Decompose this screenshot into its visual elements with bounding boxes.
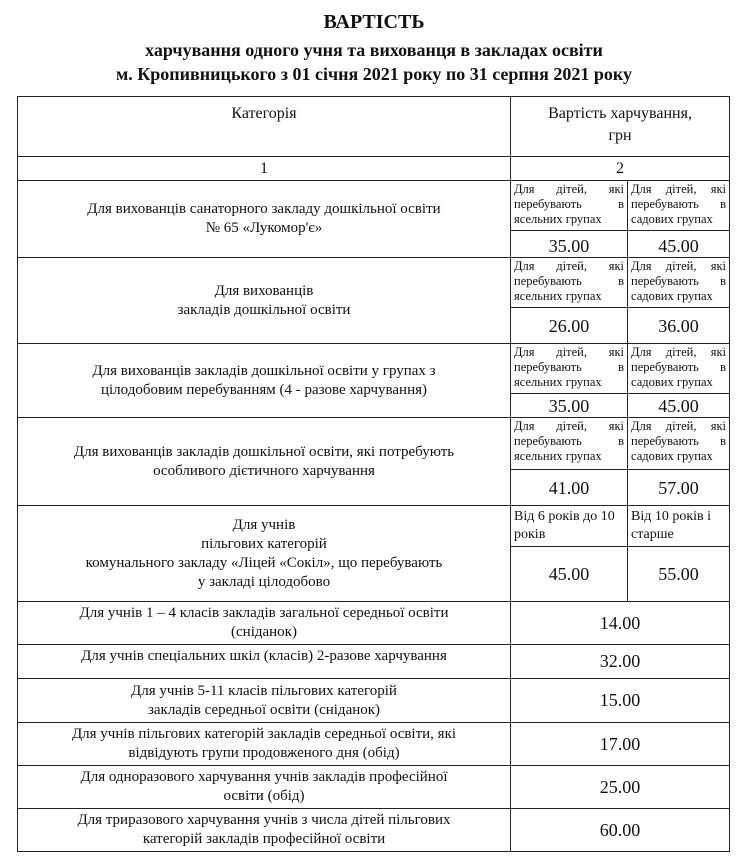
document-subtitle: харчування одного учня та вихованця в закладах освіти [145, 40, 603, 60]
row-value: 32.00 [511, 645, 730, 679]
cost-table [17, 96, 730, 852]
row-subheader-kindergarten: Для дітей, які перебувають в садових групах [628, 181, 730, 231]
column-number-1: 1 [18, 157, 511, 181]
row-category: Для вихованців закладів дошкільної освіти [18, 258, 511, 344]
table-row [18, 506, 730, 547]
row-value: 14.00 [511, 602, 730, 645]
row-value-nursery: 41.00 [511, 470, 628, 506]
row-value-nursery: 35.00 [511, 231, 628, 258]
row-subheader-nursery: Для дітей, які перебувають в ясельних групах [511, 344, 628, 394]
row-category: Для учнів пільгових категорій комунального закладу «Ліцей «Сокіл», що перебувають у закладі цілодобово [18, 506, 511, 602]
document-title: ВАРТІСТЬ [323, 11, 425, 33]
table-row [18, 809, 730, 852]
row-subheader-age-10-plus: Від 10 років і старше [628, 506, 730, 547]
table-row [18, 418, 730, 470]
row-category: Для вихованців закладів дошкільної освіти, які потребують особливого дієтичного харчування [18, 418, 511, 506]
row-subheader-kindergarten: Для дітей, які перебувають в садових групах [628, 418, 730, 470]
row-value-age-10-plus: 55.00 [628, 547, 730, 602]
row-category: Для вихованців санаторного закладу дошкільної освіти № 65 «Лукомор'є» [18, 181, 511, 258]
table-row [18, 645, 730, 679]
row-value: 15.00 [511, 679, 730, 723]
column-number-row [18, 157, 730, 181]
row-category: Для вихованців закладів дошкільної освіти у групах з цілодобовим перебуванням (4 - разове харчування) [18, 344, 511, 418]
row-category: Для учнів 1 – 4 класів закладів загальної середньої освіти (сніданок) [18, 602, 511, 645]
row-value: 17.00 [511, 723, 730, 766]
row-value-age-6-10: 45.00 [511, 547, 628, 602]
row-subheader-kindergarten: Для дітей, які перебувають в садових групах [628, 258, 730, 308]
row-value: 60.00 [511, 809, 730, 852]
row-subheader-nursery: Для дітей, які перебувають в ясельних групах [511, 418, 628, 470]
row-subheader-nursery: Для дітей, які перебувають в ясельних групах [511, 258, 628, 308]
table-row [18, 679, 730, 723]
row-value-kindergarten: 57.00 [628, 470, 730, 506]
table-row [18, 258, 730, 308]
row-subheader-nursery: Для дітей, які перебувають в ясельних групах [511, 181, 628, 231]
table-header-row [18, 97, 730, 157]
table-row [18, 602, 730, 645]
row-category: Для триразового харчування учнів з числа дітей пільгових категорій закладів професійної освіти [18, 809, 511, 852]
row-subheader-kindergarten: Для дітей, які перебувають в садових групах [628, 344, 730, 394]
header-cost: Вартість харчування, грн [511, 97, 730, 157]
row-category: Для учнів пільгових категорій закладів середньої освіти, які відвідують групи продовженого дня (обід) [18, 723, 511, 766]
row-value-kindergarten: 45.00 [628, 231, 730, 258]
table-row [18, 766, 730, 809]
row-category: Для учнів спеціальних шкіл (класів) 2-разове харчування [18, 645, 511, 679]
row-subheader-age-6-10: Від 6 років до 10 років [511, 506, 628, 547]
row-value-kindergarten: 45.00 [628, 394, 730, 418]
table-row [18, 723, 730, 766]
row-value-kindergarten: 36.00 [628, 308, 730, 344]
header-category: Категорія [18, 97, 511, 157]
document-period: м. Кропивницького з 01 січня 2021 року по 31 серпня 2021 року [115, 64, 633, 84]
table-row [18, 181, 730, 231]
column-number-2: 2 [511, 157, 730, 181]
row-category: Для учнів 5-11 класів пільгових категорій закладів середньої освіти (сніданок) [18, 679, 511, 723]
row-value-nursery: 35.00 [511, 394, 628, 418]
row-value-nursery: 26.00 [511, 308, 628, 344]
row-value: 25.00 [511, 766, 730, 809]
table-row [18, 344, 730, 394]
row-category: Для одноразового харчування учнів закладів професійної освіти (обід) [18, 766, 511, 809]
